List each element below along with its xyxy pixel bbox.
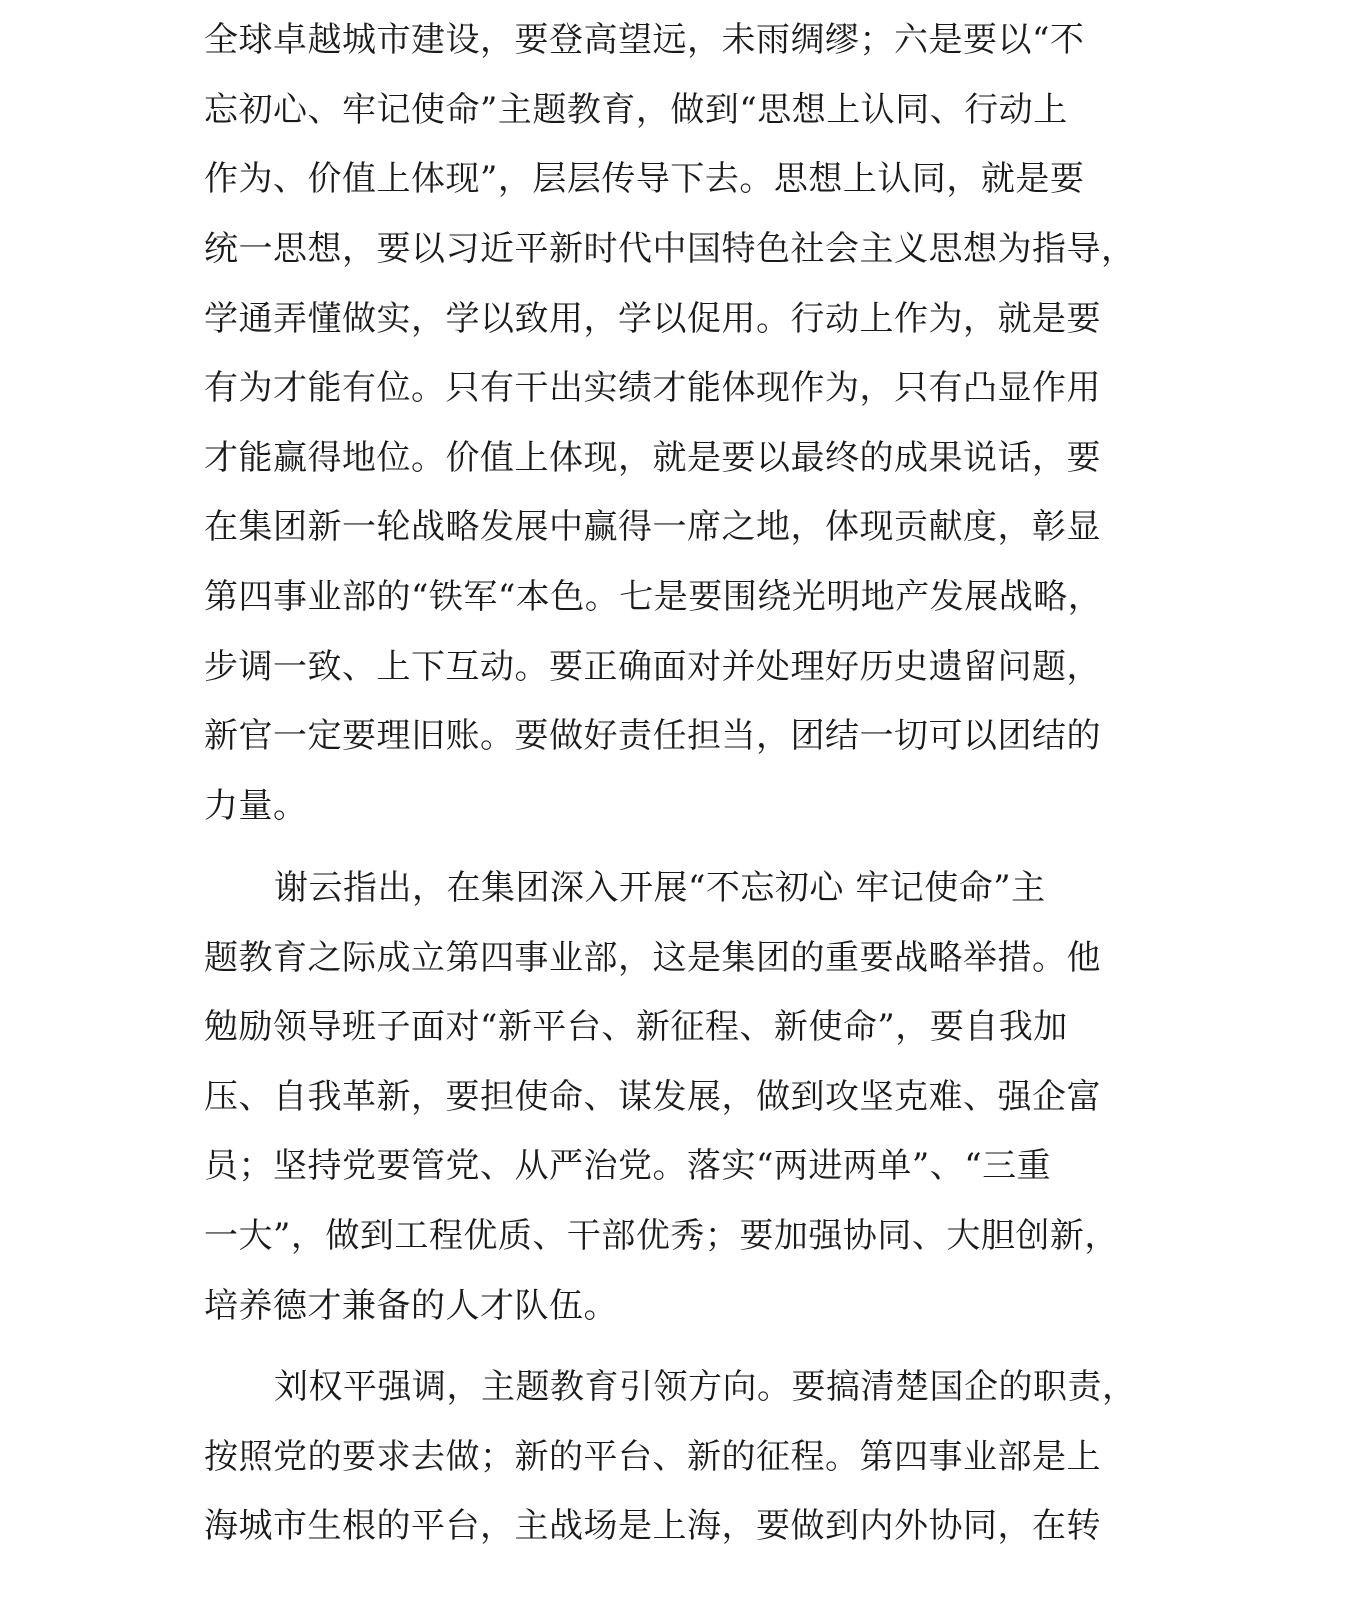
text-line: 统一思想，要以习近平新时代中国特色社会主义思想为指导，	[204, 229, 1136, 269]
text-line: 第四事业部的“铁军“本色。七是要围绕光明地产发展战略，	[204, 577, 1103, 617]
text-line: 新官一定要理旧账。要做好责任担当，团结一切可以团结的	[204, 716, 1101, 756]
text-line: 忘初心、牢记使命”主题教育，做到“思想上认同、行动上	[204, 90, 1068, 130]
text-line: 力量。	[204, 786, 308, 826]
text-line: 步调一致、上下互动。要正确面对并处理好历史遗留问题，	[204, 647, 1101, 687]
text-line: 海城市生根的平台，主战场是上海，要做到内外协同，在转	[204, 1506, 1101, 1546]
text-line: 一大”，做到工程优质、干部优秀；要加强协同、大胆创新，	[204, 1216, 1119, 1256]
text-line: 员；坚持党要管党、从严治党。落实“两进两单”、“三重	[204, 1146, 1052, 1186]
text-line: 在集团新一轮战略发展中赢得一席之地，体现贡献度，彰显	[204, 507, 1101, 547]
text-line: 有为才能有位。只有干出实绩才能体现作为，只有凸显作用	[204, 368, 1101, 408]
text-line: 勉励领导班子面对“新平台、新征程、新使命”，要自我加	[204, 1007, 1068, 1047]
text-line: 压、自我革新，要担使命、谋发展，做到攻坚克难、强企富	[204, 1077, 1101, 1117]
text-line: 学通弄懂做实，学以致用，学以促用。行动上作为，就是要	[204, 299, 1101, 339]
paragraph-first-line: 刘权平强调，主题教育引领方向。要搞清楚国企的职责，	[274, 1367, 1137, 1407]
text-line: 才能赢得地位。价值上体现，就是要以最终的成果说话，要	[204, 438, 1101, 478]
text-line: 题教育之际成立第四事业部，这是集团的重要战略举措。他	[204, 938, 1101, 978]
text-line: 按照党的要求去做；新的平台、新的征程。第四事业部是上	[204, 1437, 1101, 1477]
text-line: 作为、价值上体现”，层层传导下去。思想上认同，就是要	[204, 159, 1085, 199]
text-line: 培养德才兼备的人才队伍。	[204, 1286, 618, 1326]
paragraph-first-line: 谢云指出，在集团深入开展“不忘初心 牢记使命”主	[274, 868, 1046, 908]
text-line: 全球卓越城市建设，要登高望远，未雨绸缪；六是要以“不	[204, 20, 1085, 60]
